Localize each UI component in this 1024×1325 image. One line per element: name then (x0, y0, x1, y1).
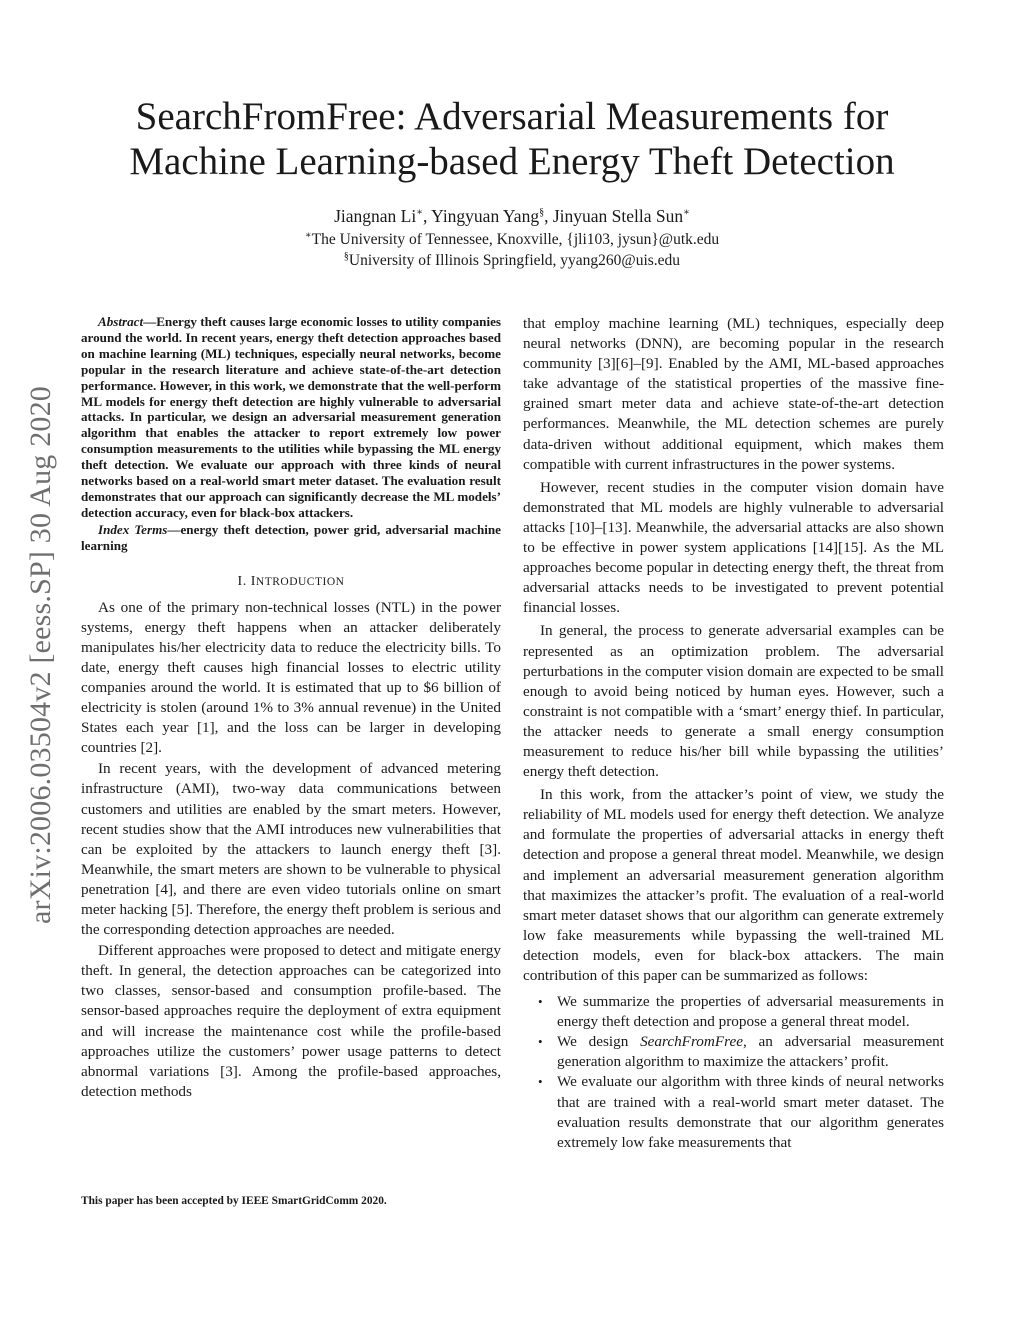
paper-title (80, 94, 944, 184)
title-line-2: Machine Learning-based Energy Theft Detection (129, 140, 895, 183)
abstract-label: Abstract (98, 314, 144, 329)
intro-paragraph-1: As one of the primary non-technical losses (NTL) in the power systems, energy theft happens when an attacker deliberately manipulates his/her electricity data to reduce the electricity bills. To date, energy theft causes high financial losses to electric utility companies around the world. It is estimated that up to $6 billion of electricity is stolen (around 1% to 3% annual revenue) in the United States each year [1], and the loss can be larger in developing countries [2]. (81, 598, 501, 757)
section-first-letter: I (250, 573, 256, 589)
intro-paragraph-6: In this work, from the attacker’s point of view, we study the reliability of ML models used for energy theft detection. We analyze and formulate the properties of adversarial attacks in energy theft detection and propose a general threat model. Meanwhile, we design and implement an adversarial measurement generation algorithm that maximizes the attacker’s profit. The evaluation of a real-world smart meter dataset shows that our algorithm can generate extremely low fake measurements while bypassing the well-trained ML detection models, even for black-box attackers. The main contribution of this paper can be summarized as follows: (523, 786, 944, 984)
section-rest: NTRODUCTION (255, 575, 345, 588)
intro-paragraph-3: Different approaches were proposed to detect and mitigate energy theft. In general, the detection approaches can be categorized into two classes, sensor-based and consumption profile-based. The sensor-based approaches require the deployment of extra equipment and will increase the maintenance cost while the profile-based approaches utilize the customers’ power usage patterns to detect abnormal variations [3]. Among the profile-based approaches, detection methods (81, 942, 501, 1100)
affiliation-1-text: The University of Tennessee, Knoxville, {jli103, jysun}@utk.edu (311, 231, 720, 248)
bullet-icon: • (538, 1074, 543, 1090)
right-column (523, 314, 944, 1153)
author-block (80, 206, 944, 271)
affiliation-2-mark: § (343, 250, 349, 262)
intro-paragraph-3-continued: that employ machine learning (ML) techniques, especially deep neural networks (DNN), are becoming popular in the research community [3][6]–[9]. Enabled by the AMI, ML-based approaches take advantage of the statistical properties of the massive fine-grained smart meter data and achieve state-of-the-art detection performances. Meanwhile, the ML detection schemes are purely data-driven without additional equipment, which makes them compatible with current infrastructures in the power systems. (523, 315, 944, 473)
author-1-mark: ∗ (416, 207, 424, 219)
index-terms-text: energy theft detection, power grid, adversarial machine learning (81, 521, 501, 553)
arxiv-side-identifier (14, 345, 68, 965)
abstract-dash: — (143, 314, 157, 329)
affiliation-1 (80, 229, 944, 250)
acceptance-footnote: This paper has been accepted by IEEE SmartGridComm 2020. (81, 1195, 387, 1207)
contribution-list (523, 992, 944, 1153)
author-sep-1: , (423, 206, 432, 226)
contribution-3-text: We evaluate our algorithm with three kinds of neural networks that are trained with a real-world smart meter dataset. The evaluation results demonstrate that our algorithm generates extremely low fake measurements that (557, 1073, 944, 1151)
title-line-1: SearchFromFree: Adversarial Measurements for (135, 95, 889, 138)
list-item (538, 1032, 944, 1072)
affiliation-2 (80, 250, 944, 271)
intro-paragraph-4: However, recent studies in the computer vision domain have demonstrated that ML models are highly vulnerable to adversarial attacks [10]–[13]. Meanwhile, the adversarial attacks are also shown to be effective in power system applications [14][15]. As the ML approaches become popular in detecting energy theft, the threat from adversarial attacks needs to be investigated to prevent potential financial losses. (523, 478, 944, 617)
bullet-icon: • (538, 1034, 543, 1050)
contribution-2-emphasis: SearchFromFree (640, 1033, 743, 1051)
left-column (81, 314, 501, 1103)
affiliation-1-mark: ∗ (304, 229, 312, 241)
abstract (81, 314, 501, 521)
list-item (538, 1072, 944, 1152)
abstract-text: Energy theft causes large economic losses to utility companies around the world. In recent years, energy theft detection approaches based on machine learning (ML) techniques, especially neural networks, become popular in the research literature and achieve state-of-the-art detection performance. However, in this work, we demonstrate that the well-perform ML models for energy theft detection are highly vulnerable to adversarial attacks. In particular, we design an adversarial measurement generation algorithm that enables the attacker to report extremely low power consumption measurements to the utilities while bypassing the ML energy theft detection. We evaluate our approach with three kinds of neural networks based on a real-world smart meter dataset. The evaluation result demonstrates that our approach can significantly decrease the ML models’ detection accuracy, even for black-box attackers. (81, 314, 501, 520)
section-heading-introduction (81, 574, 501, 590)
contribution-2-before: We design (557, 1033, 641, 1051)
author-names (80, 206, 944, 227)
author-2-mark: § (539, 207, 545, 219)
index-terms-label: Index Terms (98, 521, 168, 537)
intro-paragraph-5: In general, the process to generate adversarial examples can be represented as an optimization problem. The adversarial perturbations in the computer vision domain are expected to be small enough to avoid being noticed by human eyes. However, such a constraint is not compatible with a ‘smart’ energy thief. In particular, the attacker needs to generate a small energy consumption measurement to reduce his/her bill while bypassing the utilities’ energy theft detection. (523, 622, 944, 781)
index-terms-dash: — (167, 521, 181, 537)
author-3-mark: ∗ (683, 207, 690, 219)
affiliation-2-text: University of Illinois Springfield, yyang260@uis.edu (348, 252, 681, 269)
arxiv-id-text: arXiv:2006.03504v2 [eess.SP] 30 Aug 2020 (24, 386, 57, 924)
bullet-icon: • (538, 994, 543, 1010)
author-3: Jinyuan Stella Sun (552, 206, 684, 226)
index-terms (81, 522, 501, 554)
author-1: Jiangnan Li (334, 206, 417, 226)
author-sep-2: , (544, 206, 553, 226)
list-item (538, 992, 944, 1032)
contribution-1-text: We summarize the properties of adversarial measurements in energy theft detection and propose a general threat model. (557, 993, 944, 1031)
intro-paragraph-2: In recent years, with the development of advanced metering infrastructure (AMI), two-way data communications between customers and utilities are enabled by the smart meters. However, recent studies show that the AMI introduces new vulnerabilities that can be exploited by the attackers to launch energy theft [3]. Meanwhile, the smart meters are shown to be vulnerable to physical penetration [4], and there are even video tutorials online on smart meter hacking [5]. Therefore, the energy theft problem is serious and the corresponding detection approaches are needed. (81, 760, 501, 939)
author-2: Yingyuan Yang (431, 206, 540, 226)
section-numeral: I. (237, 573, 251, 589)
contribution-2-after: , an adversarial measurement generation algorithm to maximize the attackers’ profit. (557, 1033, 944, 1071)
